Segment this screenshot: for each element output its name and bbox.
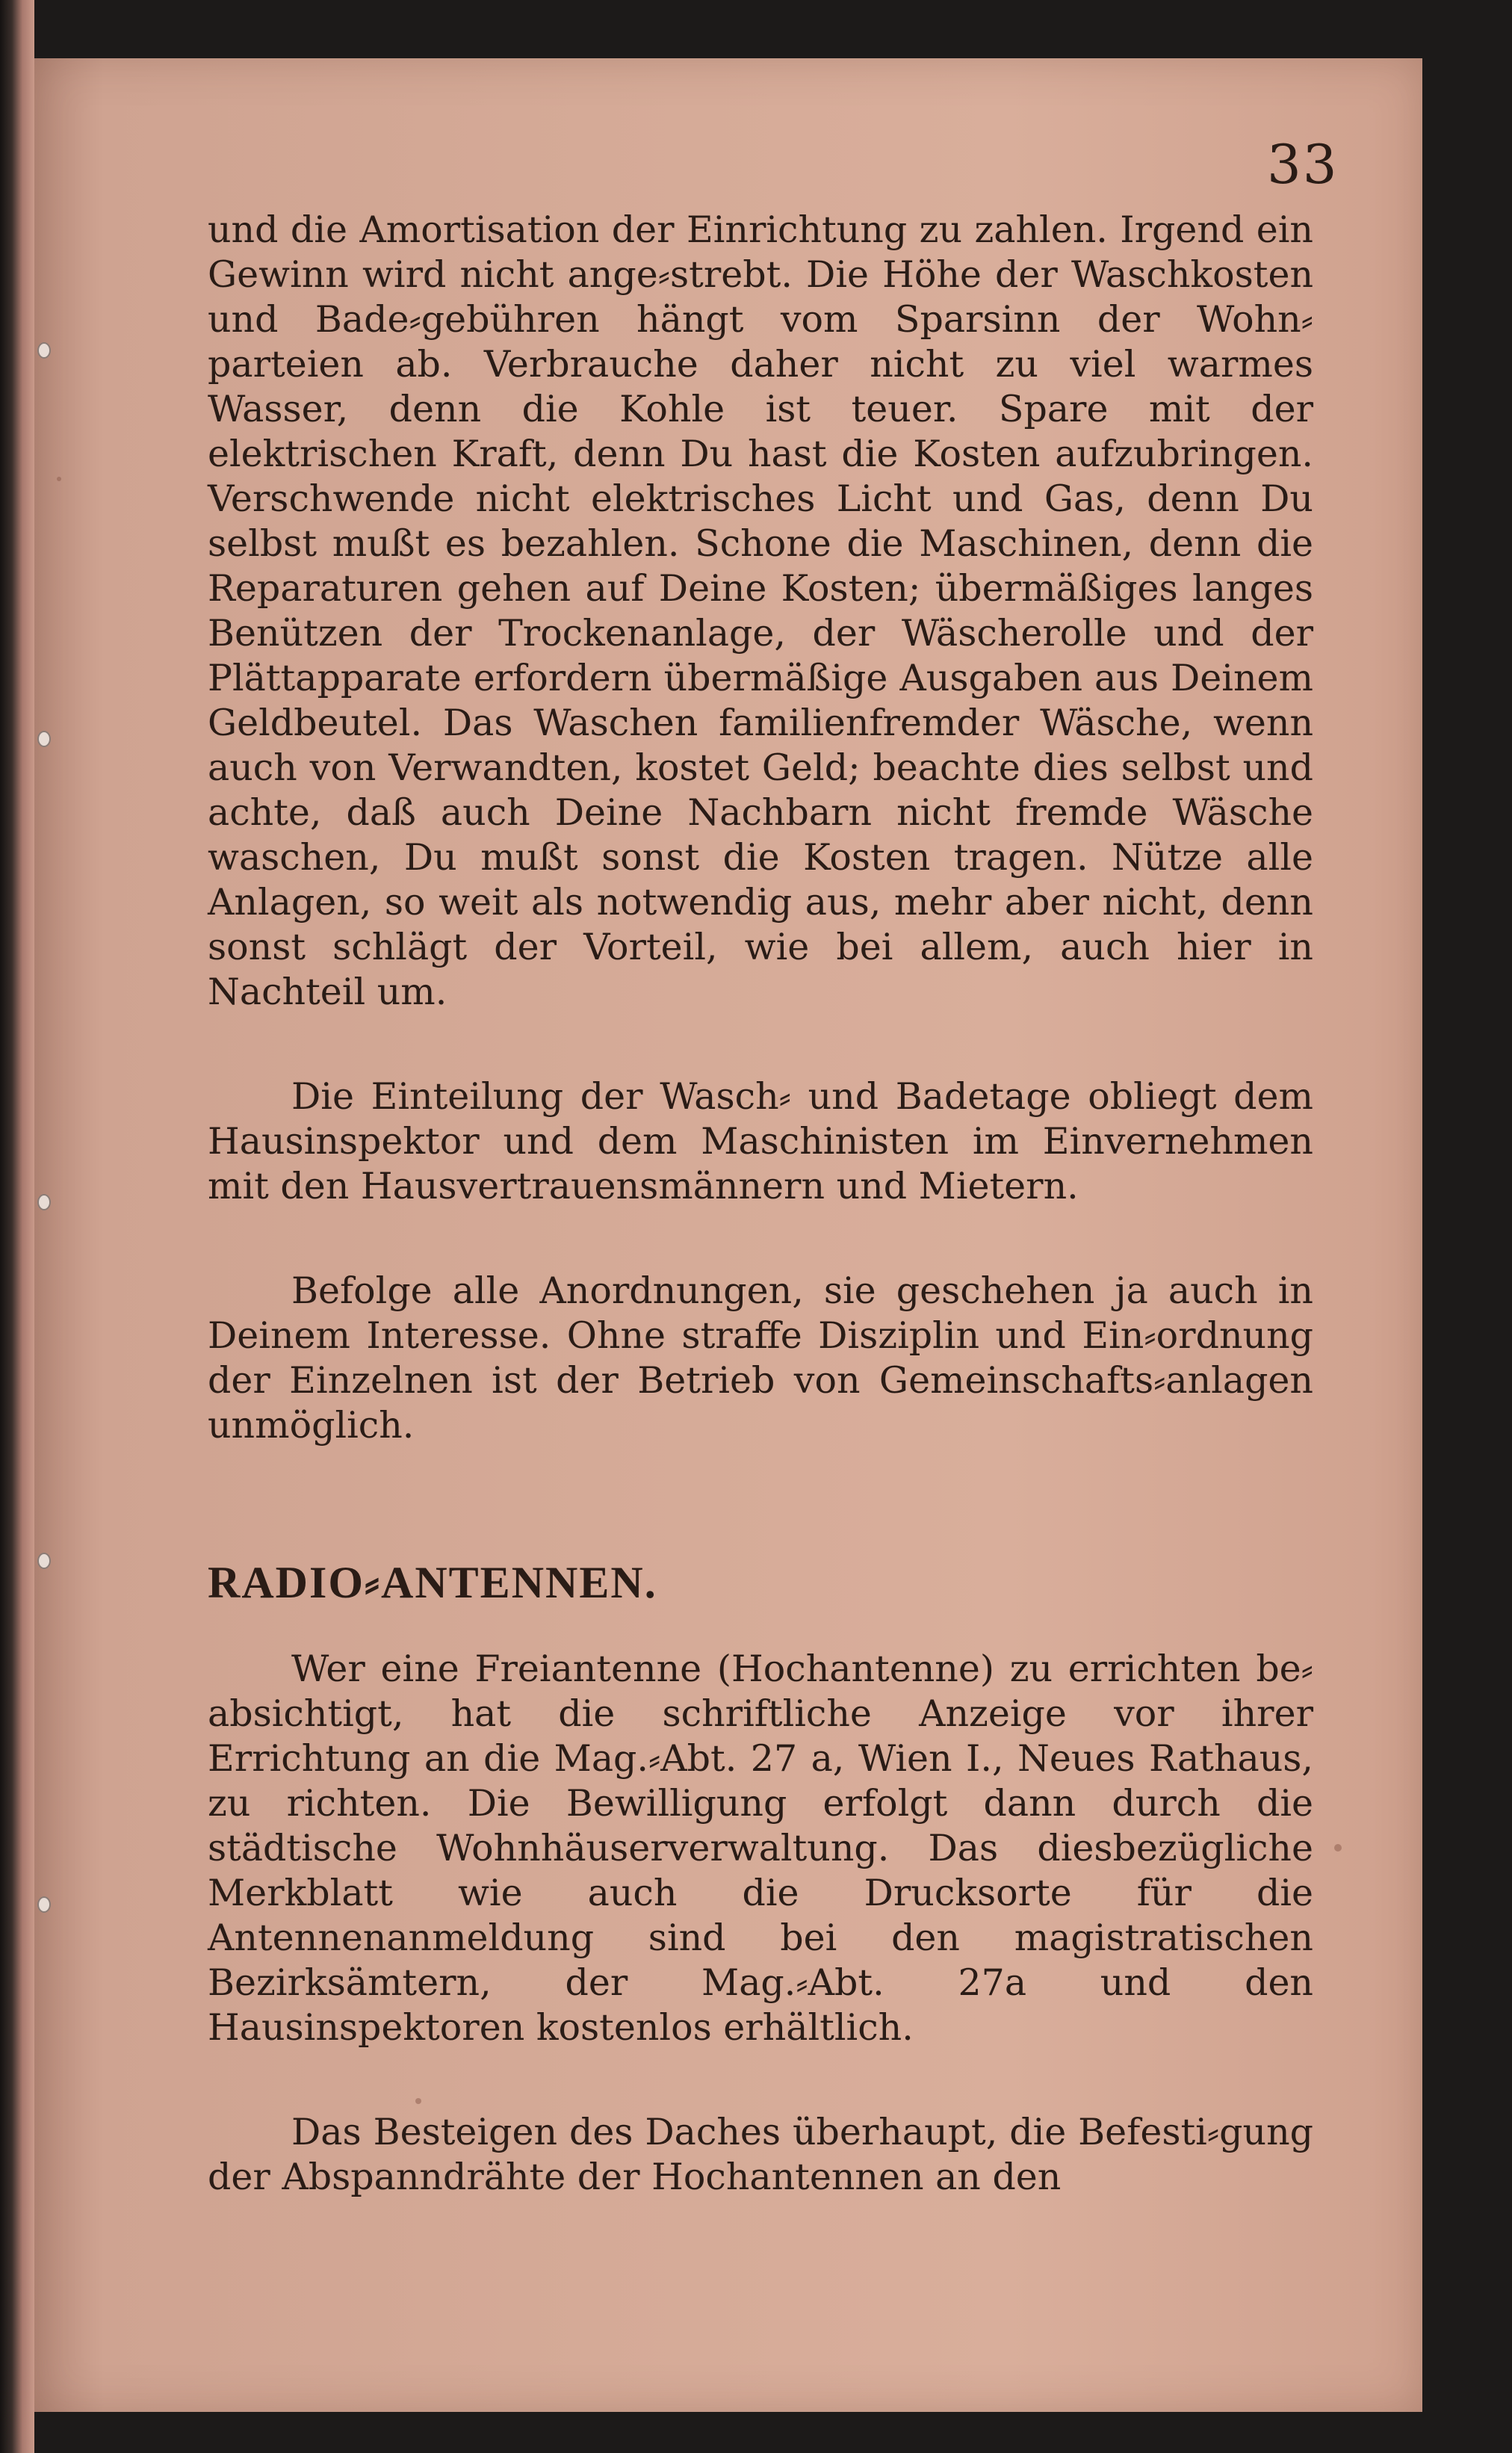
page-number: 33 [1267,133,1339,196]
binding-thread [37,1194,51,1210]
paper-speck [57,477,61,481]
binding-thread [37,1553,51,1569]
binding-thread [37,731,51,747]
paragraph: und die Amortisation der Einrichtung zu zahlen. Irgend ein Gewinn wird nicht ange⸗strebt. Die Höhe der Waschkosten und Bade⸗gebühren hängt vom Sparsinn der Wohn⸗parteien ab. Verbrauche daher nicht zu viel warmes Wasser, denn die Kohle ist teuer. Spare mit der elektrischen Kraft, denn Du hast die Kosten aufzubringen. Verschwende nicht elektrisches Licht und Gas, denn Du selbst mußt es bezahlen. Schone die Maschinen, denn die Reparaturen gehen auf Deine Kosten; übermäßiges langes Benützen der Trockenanlage, der Wäscherolle und der Plättapparate erfordern übermäßige Ausgaben aus Deinem Geldbeutel. Das Waschen familienfremder Wäsche, wenn auch von Verwandten, kostet Geld; beachte dies selbst und achte, daß auch Deine Nachbarn nicht fremde Wäsche waschen, Du mußt sonst die Kosten tragen. Nütze alle Anlagen, so weit als notwendig aus, mehr aber nicht, denn sonst schlägt der Vorteil, wie bei allem, auch hier in Nachteil um. [208,208,1313,1013]
paragraph: Die Einteilung der Wasch⸗ und Badetage obliegt dem Hausinspektor und dem Maschinisten im Einvernehmen mit den Hausvertrauensmännern und Mietern. [208,1075,1313,1207]
section-heading: RADIO⸗ANTENNEN. [208,1558,657,1607]
book-page [34,58,1422,2412]
book-binding [0,0,34,2453]
paragraph: Das Besteigen des Daches überhaupt, die Befesti⸗gung der Abspanndrähte der Hochantennen an den [208,2111,1313,2198]
binding-thread [37,342,51,359]
paragraph: Wer eine Freiantenne (Hochantenne) zu errichten be⸗absichtigt, hat die schriftliche Anzeige vor ihrer Errichtung an die Mag.⸗Abt. 27 a, Wien I., Neues Rathaus, zu richten. Die Bewilligung erfolgt dann durch die städtische Wohnhäuserverwaltung. Das diesbezügliche Merkblatt wie auch die Drucksorte für die Antennenanmeldung sind bei den magistratischen Bezirksämtern, der Mag.⸗Abt. 27a und den Hausinspektoren kostenlos erhältlich. [208,1648,1313,2049]
body-text [208,208,1313,2200]
binding-thread [37,1896,51,1913]
paragraph: Befolge alle Anordnungen, sie geschehen ja auch in Deinem Interesse. Ohne straffe Disziplin und Ein⸗ordnung der Einzelnen ist der Betrieb von Gemeinschafts⸗anlagen unmöglich. [208,1269,1313,1447]
paper-speck [1334,1844,1342,1852]
